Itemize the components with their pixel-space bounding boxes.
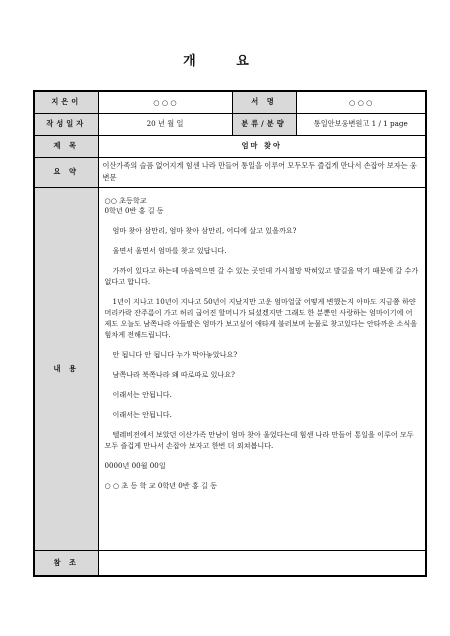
- date-row: [34, 113, 426, 135]
- author-value: ○ ○ ○: [98, 91, 232, 113]
- paragraph: 1년이 지나고 10년이 지나고 50년이 지났지만 고운 엄마얼굴 어떻게 변했는지 아마도 지금쯤 하얀 머리카락 잔주름이 가고 허리 굽어진 할머니가 되셨겠지만 그래도 한 분뿐인 사랑하는 엄마이기에 어제도 오늘도 남쪽나라 아들딸은 엄마가 보고싶어 애타게 불러보며 눈물로 찾고있다는 안타까운 소식을 힘차게 전해드립니다.: [104, 297, 418, 340]
- school-name: ○○ 초등학교: [104, 195, 147, 205]
- closing-signature: ○ ○ 초 등 학 교 0학년 0반 홍 길 동: [104, 481, 217, 491]
- document-title: 엄마 찾아: [98, 135, 426, 157]
- content-body: [98, 187, 426, 550]
- reference-value: [98, 550, 426, 576]
- paragraph: 이래서는 안됩니다.: [112, 410, 172, 420]
- date-label: 작성일자: [34, 113, 98, 135]
- date-value: 20 년 월 일: [98, 113, 232, 135]
- signature-value: ○ ○ ○: [296, 91, 426, 113]
- content-label: 내 용: [34, 187, 98, 550]
- paragraph: 울면서 울면서 엄마를 찾고 있답니다.: [112, 246, 227, 256]
- content-row: [34, 187, 426, 550]
- paragraph: 남쪽나라 북쪽나라 왜 따로따로 있나요?: [112, 370, 235, 380]
- speech-date: 0000년 00월 00일: [104, 461, 166, 471]
- paragraph: 텔레비전에서 보았던 이산가족 만남이 엄마 찾아 울었다는데 힘센 나라 만들어 통일을 이루어 모두모두 즐겁게 만나서 손잡아 보자고 한번 더 외쳐봅니다.: [104, 430, 414, 451]
- category-value: 통일안보웅변원고 1 / 1 page: [296, 113, 426, 135]
- paragraph: 이래서는 안됩니다.: [112, 390, 172, 400]
- reference-row: [34, 550, 426, 576]
- signature-label: 서 명: [232, 91, 296, 113]
- summary-row: [34, 157, 426, 187]
- paragraph: 가까이 있다고 하는데 마음먹으면 갈 수 있는 곳인데 가시철망 막혀있고 발길을 막기 때문에 갈 수가 없다고 합니다.: [104, 266, 419, 287]
- page-title: 개 요: [183, 54, 267, 69]
- title-row: [34, 135, 426, 157]
- student-name: 0학년 0반 홍 길 동: [104, 206, 164, 216]
- summary-form-table: [33, 90, 427, 577]
- paragraph: 엄마 찾아 삼만리, 엄마 찾아 삼만리, 어디에 살고 있을까요?: [112, 226, 297, 236]
- title-label: 제 목: [34, 135, 98, 157]
- author-label: 지은이: [34, 91, 98, 113]
- summary-text: 이산가족의 슬픔 없어지게 힘센 나라 만들어 통일을 이루어 모두모두 즐겁게 만나서 손잡아 보자는 웅변문: [98, 157, 426, 187]
- reference-label: 참 조: [34, 550, 98, 576]
- paragraph: 안 됩니다 안 됩니다 누가 막아놓았나요?: [112, 350, 238, 360]
- author-row: [34, 91, 426, 113]
- summary-label: 요 약: [34, 157, 98, 187]
- category-label: 분류/분량: [232, 113, 296, 135]
